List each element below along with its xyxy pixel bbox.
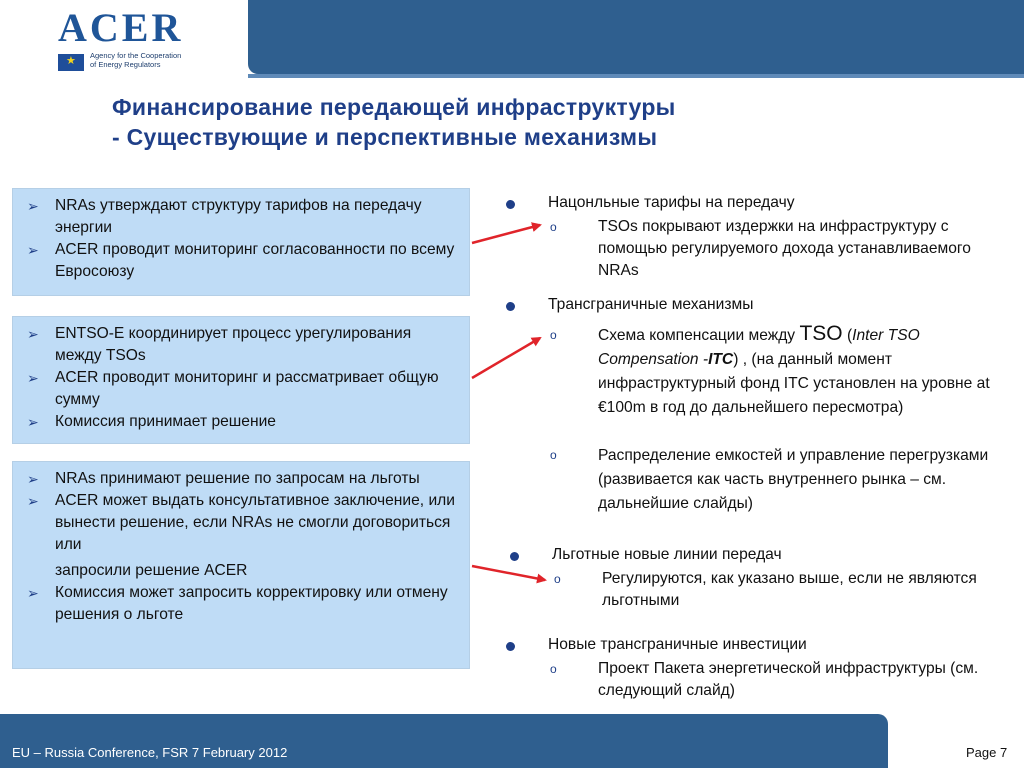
circle-bullet-icon: o	[550, 448, 557, 462]
new-investments-heading: Новые трансграничные инвестиции	[548, 636, 807, 653]
left-box-exemptions	[12, 461, 470, 669]
arrow-to-exempt-lines	[472, 566, 545, 580]
list-item: ➢ ACER может выдать консультативное заключение, или вынести решение, если NRAs не смогли договориться или	[27, 492, 455, 553]
arrow-bullet-icon: ➢	[27, 198, 39, 214]
exempt-lines-detail: Регулируются, как указано выше, если не являются льготными	[602, 570, 977, 609]
footer-caption: EU – Russia Conference, FSR 7 February 2012	[12, 745, 288, 760]
acer-logo	[58, 5, 208, 70]
list-item: ➢ Комиссия принимает решение	[25, 411, 461, 433]
bullet-dot-icon	[510, 552, 519, 561]
title-line-1: Финансирование передающей инфраструктуры	[112, 94, 676, 120]
list-item: ➢ NRAs принимают решение по запросам на льготы	[25, 468, 461, 490]
list-item: ➢ ACER проводит мониторинг и рассматривает общую сумму	[27, 369, 439, 408]
eu-flag-icon	[58, 54, 84, 71]
arrow-bullet-icon: ➢	[27, 242, 39, 258]
list-item: запросили решение ACER	[55, 562, 248, 579]
arrow-bullet-icon: ➢	[27, 326, 39, 342]
circle-bullet-icon: o	[550, 328, 557, 342]
national-tariffs-heading: Нацонльные тарифы на передачу	[548, 194, 795, 211]
circle-bullet-icon: o	[550, 662, 557, 676]
list-item: ➢ Комиссия может запросить корректировку или отмену решения о льготе	[27, 584, 448, 623]
left-box-tariffs	[12, 188, 470, 296]
slide-title	[112, 92, 676, 152]
arrow-to-national-tariffs	[472, 225, 540, 243]
arrow-bullet-icon: ➢	[27, 414, 39, 430]
list-item: ➢ NRAs утверждают структуру тарифов на передачу энергии	[27, 197, 422, 236]
bullet-dot-icon	[506, 302, 515, 311]
circle-bullet-icon: o	[550, 220, 557, 234]
national-tariffs-detail: TSOs покрывают издержки на инфраструктуру с помощью регулируемого дохода устанавливаемого NRAs	[598, 218, 971, 279]
title-line-2: - Существующие и перспективные механизмы	[112, 124, 658, 150]
bullet-dot-icon	[506, 642, 515, 651]
arrow-bullet-icon: ➢	[27, 493, 39, 509]
exempt-lines-heading: Льготные новые линии передач	[552, 546, 782, 563]
left-box-cross-border	[12, 316, 470, 444]
page-number: Page 7	[966, 745, 1008, 760]
arrow-to-itc	[472, 338, 540, 378]
arrow-bullet-icon: ➢	[27, 370, 39, 386]
bullet-dot-icon	[506, 200, 515, 209]
list-item: ➢ ACER проводит мониторинг согласованности по всему Евросоюзу	[27, 241, 455, 280]
new-investments-detail: Проект Пакета энергетической инфраструктуры (см. следующий слайд)	[598, 660, 979, 699]
logo-subtitle: Agency for the Cooperation of Energy Regulators	[90, 51, 182, 69]
header-divider	[248, 74, 1024, 78]
circle-bullet-icon: o	[554, 572, 561, 586]
capacity-allocation-detail: Распределение емкостей и управление перегрузками (развивается как часть внутреннего рынка – см. дальнейшие слайды)	[598, 447, 989, 512]
cross-border-heading: Трансграничные механизмы	[548, 296, 754, 313]
itc-detail: Схема компенсации между TSO (Inter TSO Compensation -ITC) , (на данный момент инфраструктурный фонд ITC установлен на уровне at €100m в год до дальнейшего пересмотра)	[598, 322, 990, 416]
header-bar	[248, 0, 1024, 74]
list-item: ➢ ENTSO-E координирует процесс урегулирования между TSOs	[27, 325, 412, 364]
logo-wordmark: ACER	[58, 5, 184, 50]
arrow-bullet-icon: ➢	[27, 585, 39, 601]
arrow-bullet-icon: ➢	[27, 471, 39, 487]
